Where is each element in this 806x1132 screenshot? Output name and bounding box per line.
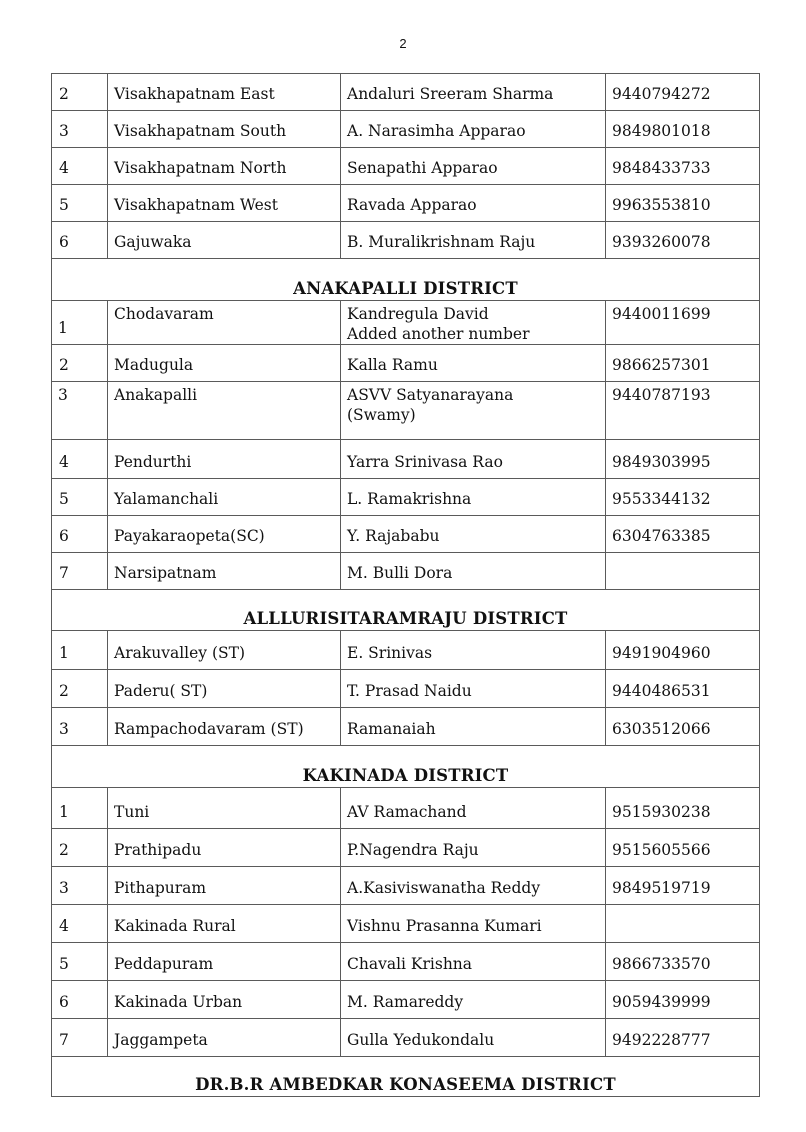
constituency: Prathipadu [108, 829, 341, 867]
serial-number: 4 [52, 148, 108, 185]
contact-directory-table [51, 73, 760, 1097]
table-row [52, 788, 760, 829]
constituency: Arakuvalley (ST) [108, 631, 341, 670]
member-name: Senapathi Apparao [341, 148, 606, 185]
member-name-alias: (Swamy) [347, 406, 416, 424]
member-name-cell [341, 301, 606, 345]
constituency: Chodavaram [108, 301, 341, 345]
constituency: Visakhapatnam East [108, 74, 341, 111]
table-row [52, 479, 760, 516]
table-row [52, 185, 760, 222]
serial-number: 4 [52, 905, 108, 943]
member-name: A. Narasimha Apparao [341, 111, 606, 148]
table-row [52, 74, 760, 111]
constituency: Tuni [108, 788, 341, 829]
serial-number: 5 [52, 943, 108, 981]
table-row [52, 631, 760, 670]
serial-number: 5 [52, 185, 108, 222]
member-name: M. Ramareddy [341, 981, 606, 1019]
table-row [52, 111, 760, 148]
serial-number: 7 [52, 1019, 108, 1057]
phone-number: 9440011699 [606, 301, 760, 345]
serial-number: 2 [52, 345, 108, 382]
phone-number: 9553344132 [606, 479, 760, 516]
member-name: Vishnu Prasanna Kumari [341, 905, 606, 943]
serial-number: 3 [52, 111, 108, 148]
district-heading-row [52, 590, 760, 631]
constituency: Madugula [108, 345, 341, 382]
constituency: Yalamanchali [108, 479, 341, 516]
constituency: Kakinada Rural [108, 905, 341, 943]
table-row [52, 867, 760, 905]
district-heading: DR.B.R AMBEDKAR KONASEEMA DISTRICT [52, 1057, 760, 1097]
constituency: Pendurthi [108, 440, 341, 479]
member-name: Gulla Yedukondalu [341, 1019, 606, 1057]
phone-number: 6303512066 [606, 708, 760, 746]
phone-number: 9440486531 [606, 670, 760, 708]
member-name: E. Srinivas [341, 631, 606, 670]
serial-number: 1 [52, 788, 108, 829]
member-name: T. Prasad Naidu [341, 670, 606, 708]
district-heading: KAKINADA DISTRICT [52, 746, 760, 788]
member-name: M. Bulli Dora [341, 553, 606, 590]
page-number: 2 [399, 36, 407, 51]
table-row [52, 1019, 760, 1057]
serial-number: 2 [52, 74, 108, 111]
member-name: AV Ramachand [341, 788, 606, 829]
serial-number: 3 [52, 382, 108, 440]
table-row [52, 516, 760, 553]
phone-number: 9393260078 [606, 222, 760, 259]
phone-number: 9849303995 [606, 440, 760, 479]
phone-number: 9848433733 [606, 148, 760, 185]
member-name: Yarra Srinivasa Rao [341, 440, 606, 479]
phone-number [606, 553, 760, 590]
constituency: Anakapalli [108, 382, 341, 440]
table-row [52, 553, 760, 590]
member-name: L. Ramakrishna [341, 479, 606, 516]
constituency: Peddapuram [108, 943, 341, 981]
serial-number: 2 [52, 829, 108, 867]
serial-number: 6 [52, 981, 108, 1019]
district-heading-row [52, 1057, 760, 1097]
phone-number [606, 905, 760, 943]
member-name: ASVV Satyanarayana [347, 386, 514, 404]
member-name: P.Nagendra Raju [341, 829, 606, 867]
table-row [52, 708, 760, 746]
district-heading: ANAKAPALLI DISTRICT [52, 259, 760, 301]
phone-number: 9963553810 [606, 185, 760, 222]
phone-number: 9492228777 [606, 1019, 760, 1057]
district-heading-row [52, 259, 760, 301]
serial-number: 2 [52, 670, 108, 708]
serial-number: 1 [52, 631, 108, 670]
constituency: Rampachodavaram (ST) [108, 708, 341, 746]
district-heading: ALLLURISITARAMRAJU DISTRICT [52, 590, 760, 631]
serial-number: 6 [52, 222, 108, 259]
phone-number: 9515605566 [606, 829, 760, 867]
phone-number: 9866257301 [606, 345, 760, 382]
member-name: A.Kasiviswanatha Reddy [341, 867, 606, 905]
phone-number: 9515930238 [606, 788, 760, 829]
serial-number: 3 [52, 708, 108, 746]
constituency: Jaggampeta [108, 1019, 341, 1057]
phone-number: 6304763385 [606, 516, 760, 553]
member-name: Andaluri Sreeram Sharma [341, 74, 606, 111]
member-name-cell [341, 382, 606, 440]
table-row [52, 670, 760, 708]
member-name: Y. Rajababu [341, 516, 606, 553]
table-row [52, 905, 760, 943]
serial-number: 6 [52, 516, 108, 553]
table-row [52, 222, 760, 259]
constituency: Visakhapatnam South [108, 111, 341, 148]
table-row [52, 981, 760, 1019]
table-row [52, 148, 760, 185]
phone-number: 9059439999 [606, 981, 760, 1019]
member-name: Ramanaiah [341, 708, 606, 746]
serial-number: 1 [52, 301, 108, 345]
table-row [52, 943, 760, 981]
constituency: Pithapuram [108, 867, 341, 905]
member-name: Kalla Ramu [341, 345, 606, 382]
constituency: Visakhapatnam West [108, 185, 341, 222]
serial-number: 5 [52, 479, 108, 516]
member-name-note: Added another number [347, 325, 530, 343]
table-row [52, 440, 760, 479]
constituency: Payakaraopeta(SC) [108, 516, 341, 553]
constituency: Gajuwaka [108, 222, 341, 259]
serial-number: 3 [52, 867, 108, 905]
constituency: Narsipatnam [108, 553, 341, 590]
phone-number: 9491904960 [606, 631, 760, 670]
phone-number: 9440794272 [606, 74, 760, 111]
phone-number: 9440787193 [606, 382, 760, 440]
phone-number: 9866733570 [606, 943, 760, 981]
constituency: Paderu( ST) [108, 670, 341, 708]
table-row [52, 301, 760, 345]
table-row [52, 345, 760, 382]
member-name: Kandregula David [347, 305, 489, 323]
serial-number: 4 [52, 440, 108, 479]
member-name: Ravada Apparao [341, 185, 606, 222]
member-name: Chavali Krishna [341, 943, 606, 981]
phone-number: 9849801018 [606, 111, 760, 148]
constituency: Visakhapatnam North [108, 148, 341, 185]
member-name: B. Muralikrishnam Raju [341, 222, 606, 259]
phone-number: 9849519719 [606, 867, 760, 905]
constituency: Kakinada Urban [108, 981, 341, 1019]
table-row [52, 829, 760, 867]
serial-number: 7 [52, 553, 108, 590]
table-row [52, 382, 760, 440]
district-heading-row [52, 746, 760, 788]
